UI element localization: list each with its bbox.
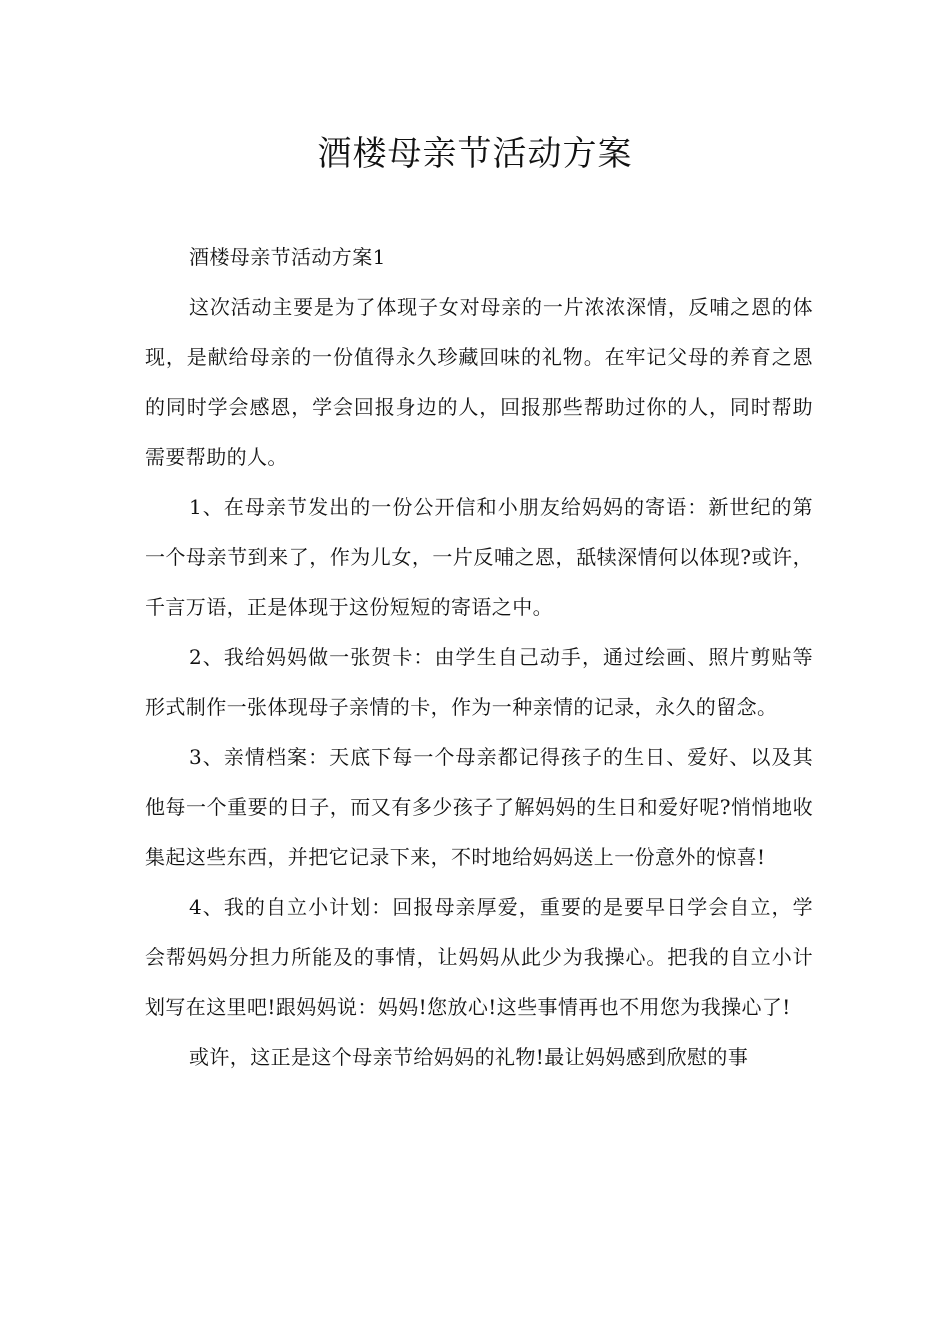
section-heading: 酒楼母亲节活动方案1 [189, 245, 386, 269]
item-4-paragraph: 4、我的自立小计划：回报母亲厚爱，重要的是要早日学会自立，学会帮妈妈分担力所能及的事情，让妈妈从此少为我操心。把我的自立小计划写在这里吧!跟妈妈说：妈妈!您放心!这些事情再也不用您为我操心了! [145, 895, 813, 1019]
item-2-paragraph: 2、我给妈妈做一张贺卡：由学生自己动手，通过绘画、照片剪贴等形式制作一张体现母子亲情的卡，作为一种亲情的记录，永久的留念。 [145, 645, 813, 719]
closing-paragraph: 或许，这正是这个母亲节给妈妈的礼物!最让妈妈感到欣慰的事 [189, 1045, 749, 1069]
item-3-paragraph: 3、亲情档案：天底下每一个母亲都记得孩子的生日、爱好、以及其他每一个重要的日子，而又有多少孩子了解妈妈的生日和爱好呢?悄悄地收集起这些东西，并把它记录下来，不时地给妈妈送上一份意外的惊喜! [145, 745, 813, 869]
document-title: 酒楼母亲节活动方案 [317, 134, 633, 174]
document-body [145, 232, 813, 1082]
item-1-paragraph: 1、在母亲节发出的一份公开信和小朋友给妈妈的寄语：新世纪的第一个母亲节到来了，作为儿女，一片反哺之恩，舐犊深情何以体现?或许，千言万语，正是体现于这份短短的寄语之中。 [145, 495, 813, 619]
intro-paragraph: 这次活动主要是为了体现子女对母亲的一片浓浓深情，反哺之恩的体现，是献给母亲的一份值得永久珍藏回味的礼物。在牢记父母的养育之恩的同时学会感恩，学会回报身边的人，回报那些帮助过你的人，同时帮助需要帮助的人。 [145, 295, 813, 469]
